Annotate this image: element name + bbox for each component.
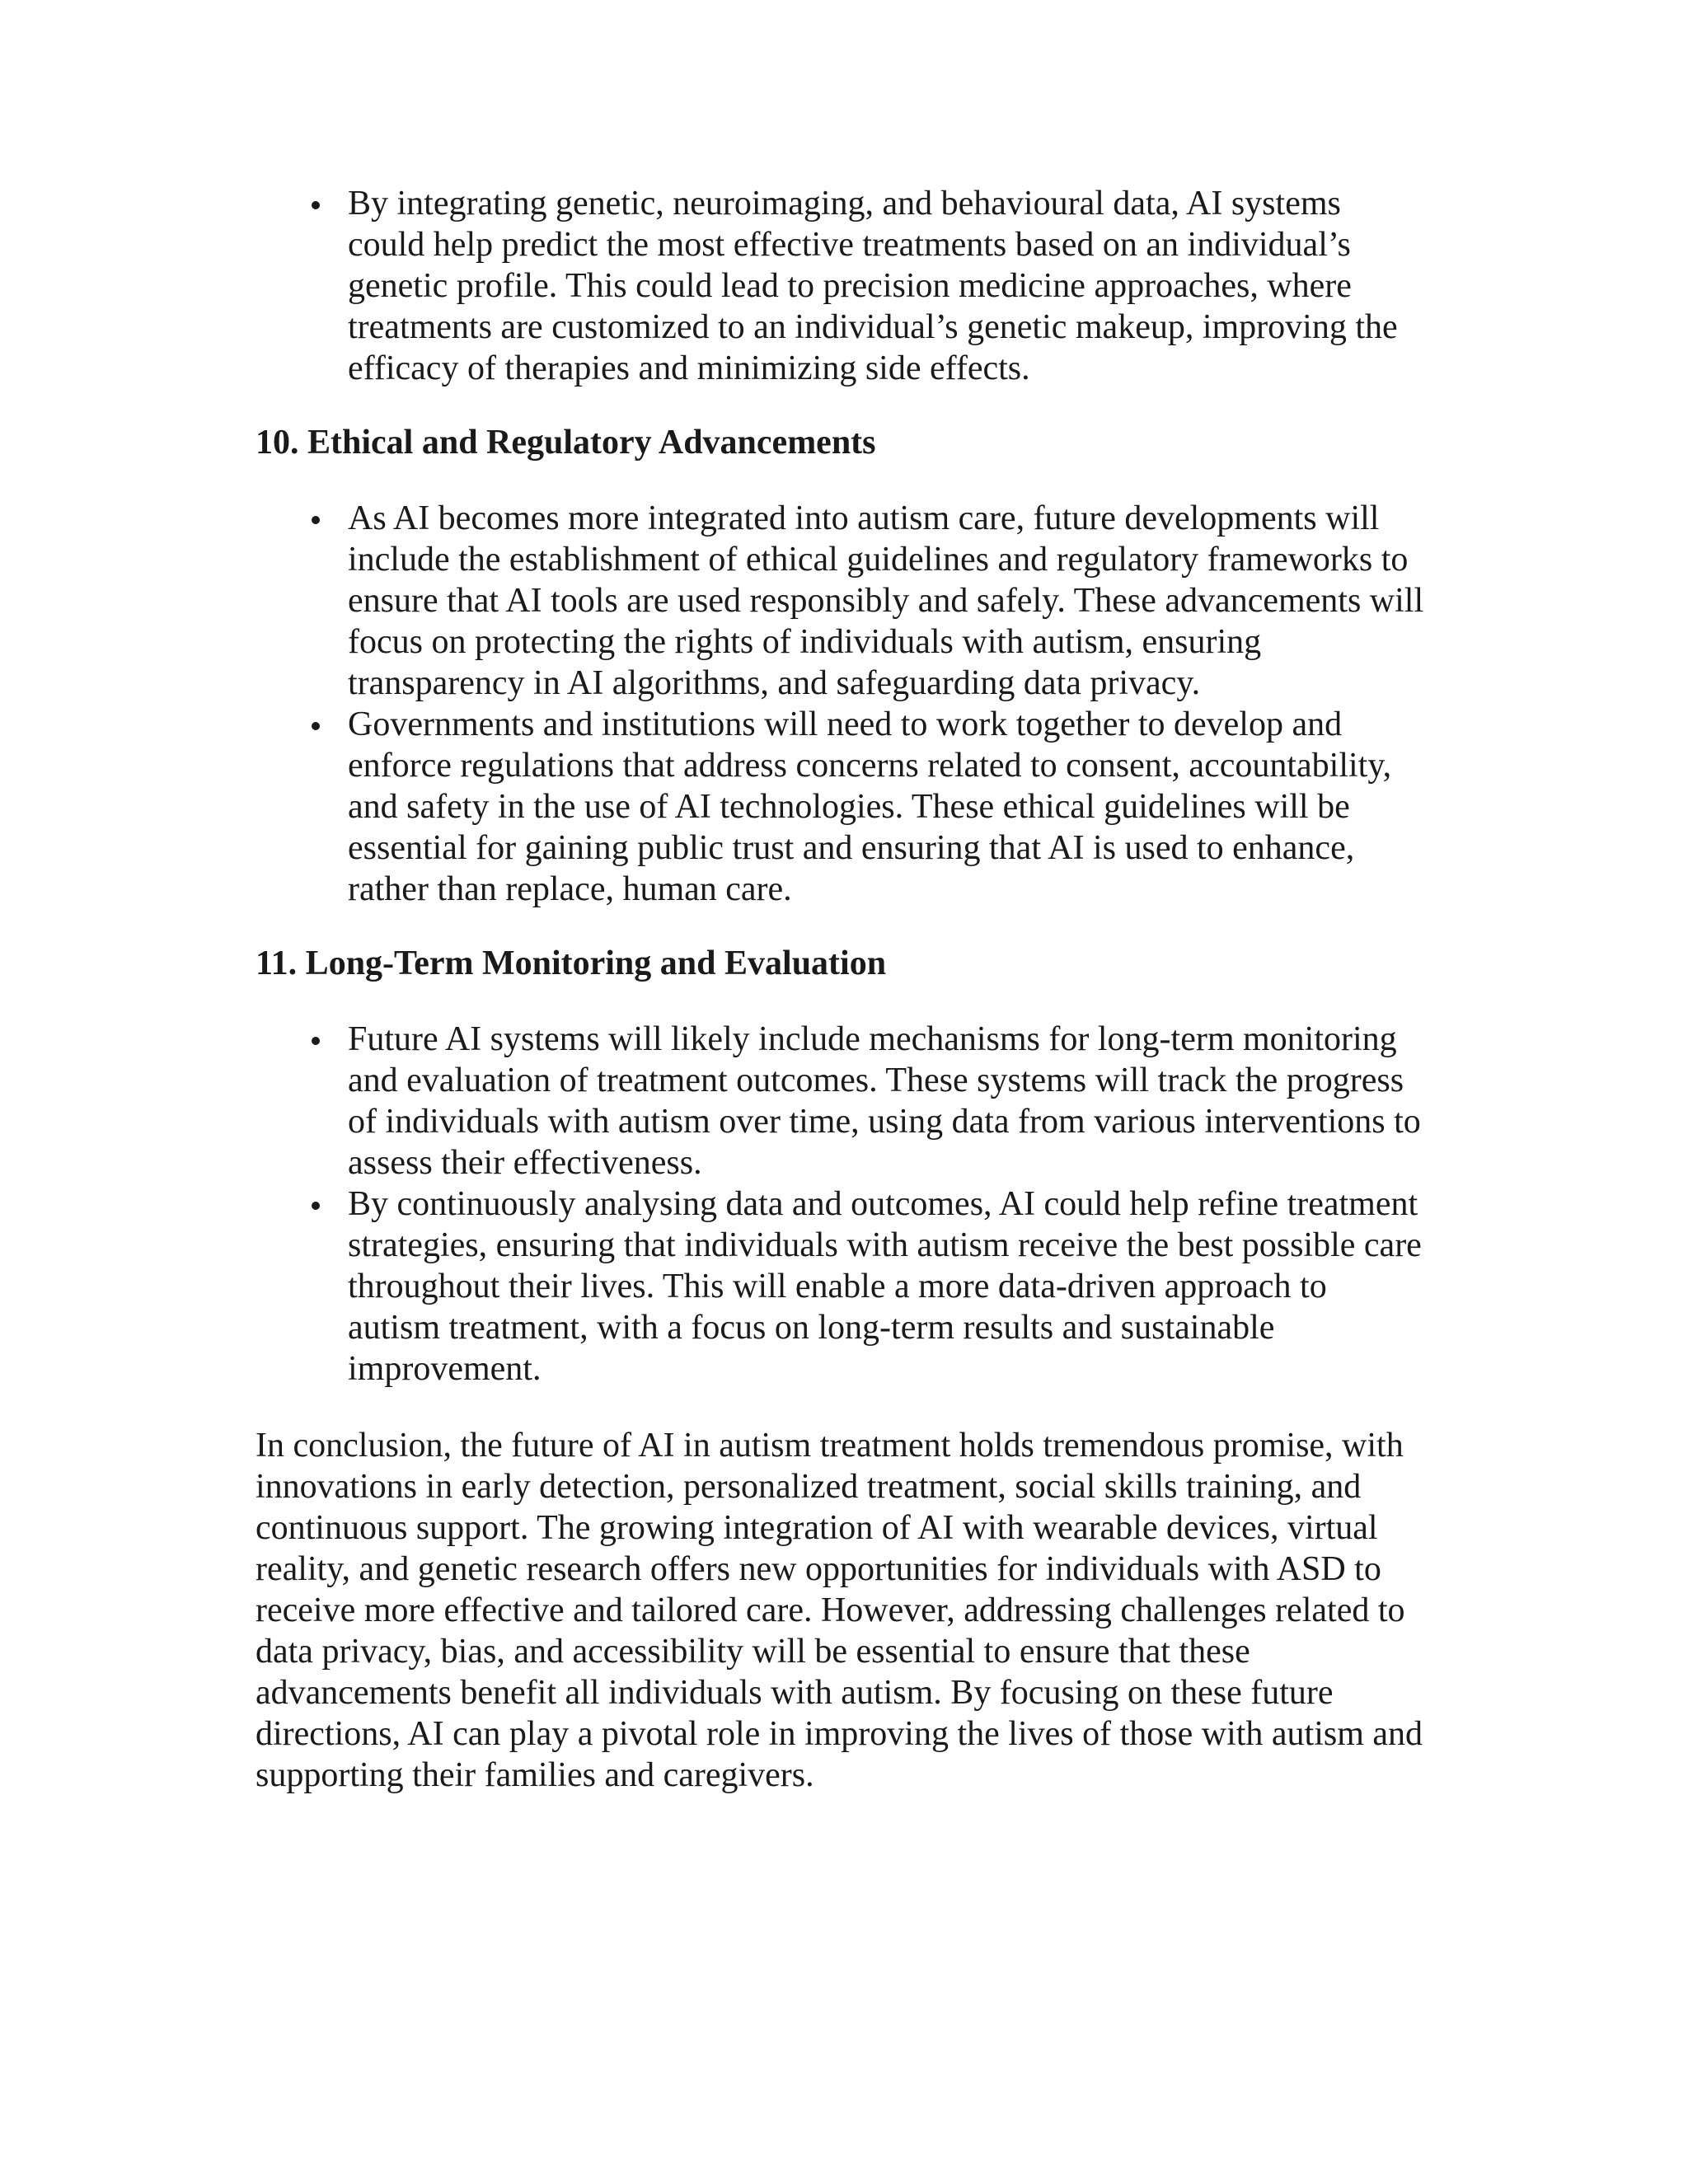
document-body (256, 183, 1426, 1796)
list-item (256, 183, 1426, 389)
section-10-bullet-list (256, 498, 1426, 910)
list-item (256, 1183, 1426, 1390)
section-heading-11: 11. Long-Term Monitoring and Evaluation (256, 944, 887, 982)
bullet-icon (312, 201, 320, 209)
list-item (256, 704, 1426, 910)
section-heading-10: 10. Ethical and Regulatory Advancements (256, 424, 876, 462)
bullet-icon (312, 516, 320, 524)
list-item (256, 498, 1426, 704)
list-item-text: Governments and institutions will need to work together to develop and enforce regulations that address concerns related to consent, accountability, and safety in the use of AI technologies. These ethical guidelines will be essential for gaining public trust and ensuring that AI is used to enhance, rather than replace, human care. (348, 705, 1392, 908)
list-item-text: By continuously analysing data and outcomes, AI could help refine treatment strategies, ensuring that individuals with autism receive the best possible care throughout their lives. This will enable a more data-driven approach to autism treatment, with a focus on long-term results and sustainable improvement. (348, 1185, 1422, 1388)
list-item-text: As AI becomes more integrated into autism care, future developments will include the establishment of ethical guidelines and regulatory frameworks to ensure that AI tools are used responsibly and safely. These advancements will focus on protecting the rights of individuals with autism, ensuring transparency in AI algorithms, and safeguarding data privacy. (348, 499, 1424, 702)
bullet-icon (312, 722, 320, 730)
bullet-icon (312, 1037, 320, 1045)
bullet-icon (312, 1202, 320, 1210)
list-item-text: Future AI systems will likely include mechanisms for long-term monitoring and evaluation of treatment outcomes. These systems will track the progress of individuals with autism over time, using data from various interventions to assess their effectiveness. (348, 1020, 1421, 1182)
list-item-text: By integrating genetic, neuroimaging, and behavioural data, AI systems could help predict the most effective treatments based on an individual’s genetic profile. This could lead to precision medicine approaches, where treatments are customized to an individual’s genetic makeup, improving the efficacy of therapies and minimizing side effects. (348, 185, 1398, 387)
conclusion-paragraph: In conclusion, the future of AI in autism treatment holds tremendous promise, with innovations in early detection, personalized treatment, social skills training, and continuous support. The growing integration of AI with wearable devices, virtual reality, and genetic research offers new opportunities for individuals with ASD to receive more effective and tailored care. However, addressing challenges related to data privacy, bias, and accessibility will be essential to ensure that these advancements benefit all individuals with autism. By focusing on these future directions, AI can play a pivotal role in improving the lives of those with autism and supporting their families and caregivers. (256, 1427, 1423, 1794)
section-11-bullet-list (256, 1019, 1426, 1390)
list-item (256, 1019, 1426, 1183)
section-9-bullet-list (256, 183, 1426, 389)
